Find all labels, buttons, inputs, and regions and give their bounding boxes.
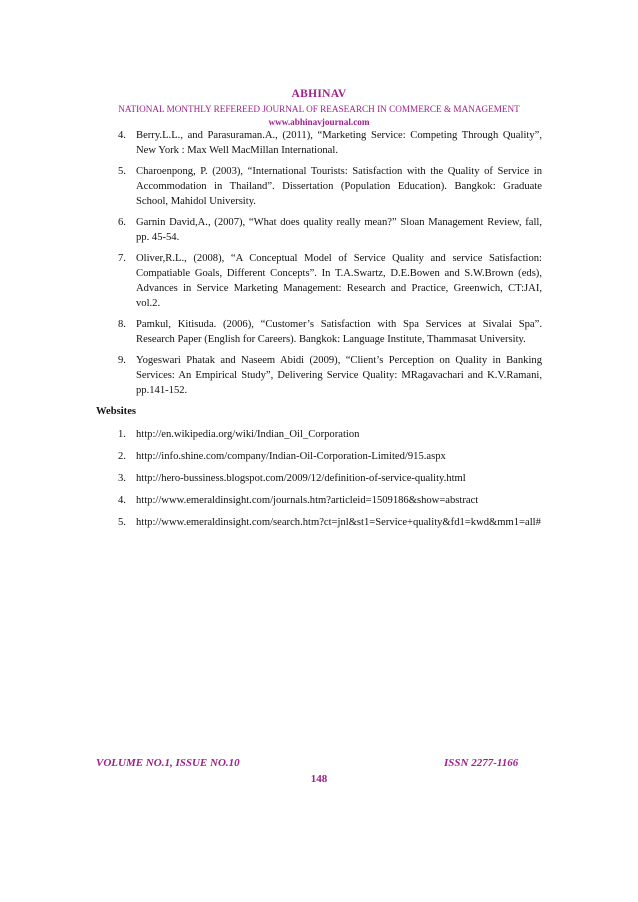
website-number: 4. xyxy=(118,495,126,506)
website-item xyxy=(96,471,542,486)
website-item xyxy=(96,449,542,464)
reference-number: 7. xyxy=(118,253,126,264)
website-number: 5. xyxy=(118,517,126,528)
website-item xyxy=(96,427,542,442)
website-number: 3. xyxy=(118,473,126,484)
website-link[interactable]: http://www.emeraldinsight.com/journals.htm?articleid=1509186&show=abstract xyxy=(136,495,479,506)
websites-heading: Websites xyxy=(96,406,137,417)
reference-number: 6. xyxy=(118,217,126,228)
reference-text: Garnin David,A., (2007), “What does quality really mean?” Sloan Management Review, fall, pp. 45-54. xyxy=(136,217,542,243)
footer-issn: ISSN 2277-1166 xyxy=(444,757,519,769)
website-item xyxy=(96,493,542,508)
reference-item xyxy=(96,251,542,311)
reference-number: 8. xyxy=(118,319,126,330)
website-link[interactable]: http://www.emeraldinsight.com/search.htm?ct=jnl&st1=Service+quality&fd1=kwd&mm1=all# xyxy=(136,517,541,528)
reference-item xyxy=(96,353,542,398)
website-link[interactable]: http://hero-bussiness.blogspot.com/2009/12/definition-of-service-quality.html xyxy=(136,473,466,484)
page-number: 148 xyxy=(310,773,328,785)
reference-number: 9. xyxy=(118,355,126,366)
references-list xyxy=(96,128,542,398)
journal-subtitle: NATIONAL MONTHLY REFEREED JOURNAL OF REASEARCH IN COMMERCE & MANAGEMENT xyxy=(118,104,520,114)
page-content xyxy=(96,128,542,537)
reference-item xyxy=(96,215,542,245)
journal-name: ABHINAV xyxy=(291,88,347,100)
website-number: 1. xyxy=(118,429,126,440)
reference-item xyxy=(96,128,542,158)
reference-text: Berry.L.L., and Parasuraman.A., (2011), “Marketing Service: Competing Through Quality”, New York : Max Well MacMillan International. xyxy=(136,130,542,156)
reference-text: Yogeswari Phatak and Naseem Abidi (2009), “Client’s Perception on Quality in Banking Services: An Empirical Study”, Delivering Service Quality: MRagavachari and K.V.Ramani, pp.141-152. xyxy=(136,355,542,396)
website-number: 2. xyxy=(118,451,126,462)
website-item xyxy=(96,515,542,530)
footer-volume: VOLUME NO.1, ISSUE NO.10 xyxy=(96,757,240,769)
website-link[interactable]: http://en.wikipedia.org/wiki/Indian_Oil_Corporation xyxy=(136,429,360,440)
reference-text: Pamkul, Kitisuda. (2006), “Customer’s Satisfaction with Spa Services at Sivalai Spa”. Research Paper (English for Careers). Bangkok: Language Institute, Thammasat University. xyxy=(136,319,542,345)
website-link[interactable]: http://info.shine.com/company/Indian-Oil-Corporation-Limited/915.aspx xyxy=(136,451,446,462)
journal-url[interactable]: www.abhinavjournal.com xyxy=(268,117,370,127)
reference-item xyxy=(96,317,542,347)
reference-text: Oliver,R.L., (2008), “A Conceptual Model of Service Quality and service Satisfaction: Compatiable Goals, Different Concepts”. In T.A.Swartz, D.E.Bowen and S.W.Brown (eds), Advances in Service Marketing Management: Research and Practice, Greenwich, CT:JAI, vol.2. xyxy=(136,253,542,309)
websites-list xyxy=(96,427,542,530)
reference-item xyxy=(96,164,542,209)
reference-number: 5. xyxy=(118,166,126,177)
reference-number: 4. xyxy=(118,130,126,141)
page-header xyxy=(0,88,638,127)
reference-text: Charoenpong, P. (2003), “International Tourists: Satisfaction with the Quality of Service in Accommodation in Thailand”. Dissertation (Population Education). Bangkok: Graduate School, Mahidol University. xyxy=(136,166,542,207)
